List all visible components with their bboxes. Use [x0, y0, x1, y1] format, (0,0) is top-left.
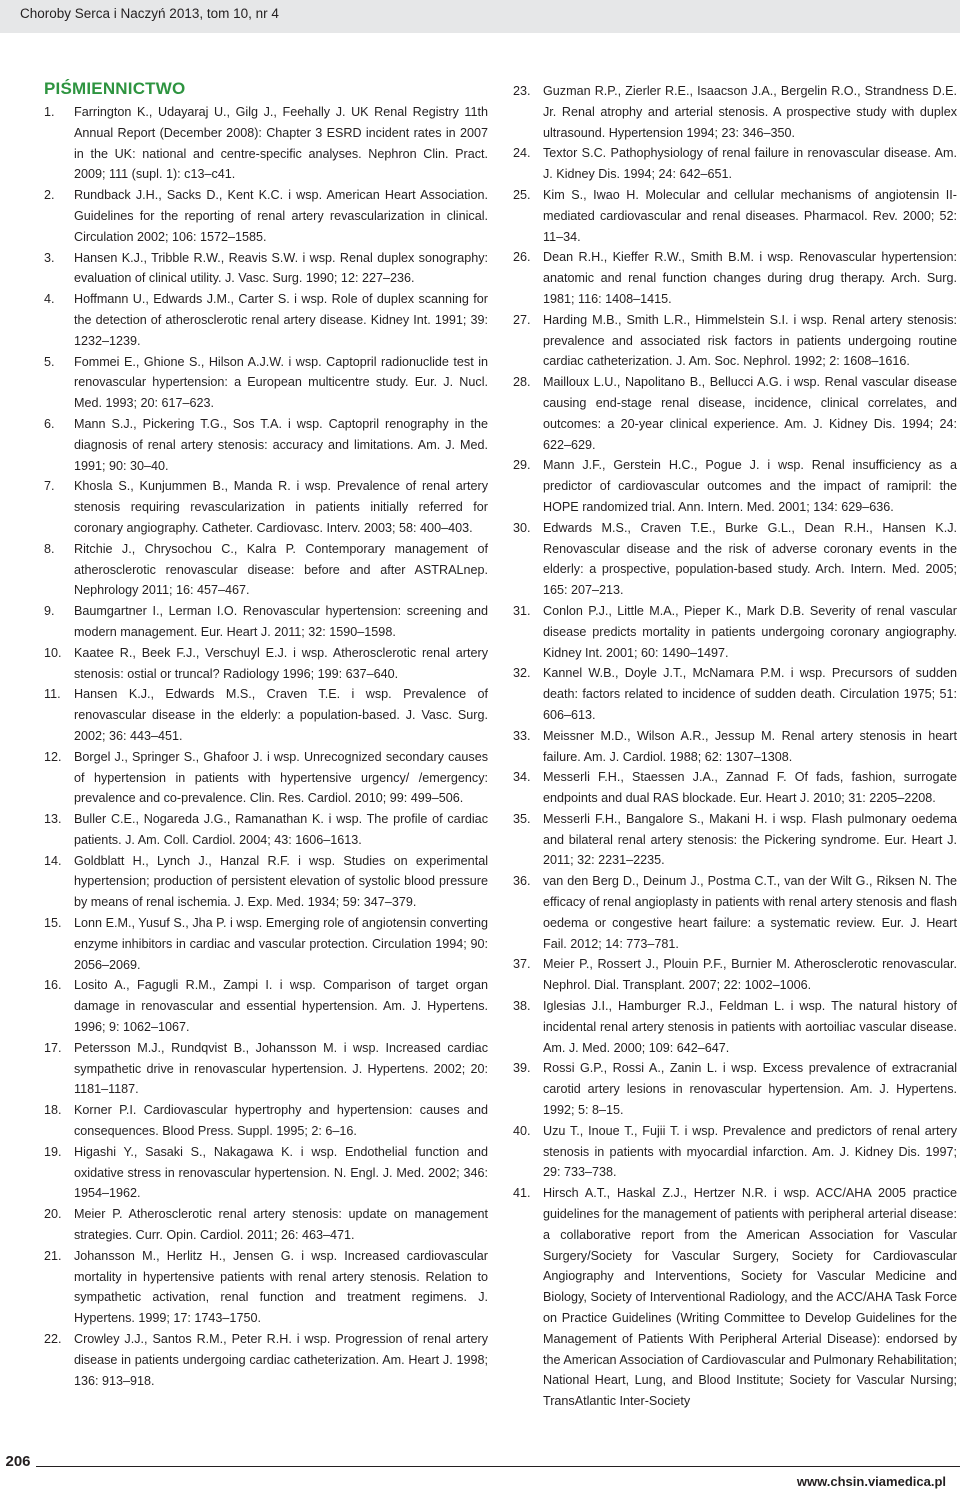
references-right-column — [513, 81, 957, 1412]
reference-number: 19. — [44, 1144, 62, 1159]
reference-number: 14. — [44, 853, 62, 868]
reference-text: Buller C.E., Nogareda J.G., Ramanathan K. i wsp. The profile of cardiac patients. J. Am. Coll. Cardiol. 2004; 43: 1606–1613. — [74, 812, 488, 847]
reference-text: Crowley J.J., Santos R.M., Peter R.H. i wsp. Progression of renal artery disease in patients undergoing cardiac catheterization. Am. Heart J. 1998; 136: 913–918. — [74, 1332, 488, 1388]
reference-text: Kim S., Iwao H. Molecular and cellular mechanisms of angiotensin II-mediated cardiovascular and renal diseases. Pharmacol. Rev. 2000; 52: 11–34. — [543, 187, 957, 244]
reference-text: Edwards M.S., Craven T.E., Burke G.L., Dean R.H., Hansen K.J. Renovascular disease and the risk of adverse coronary events in the elderly: a prospective, population-based study. Arch. Intern. Med. 2005; 165: 207–213. — [543, 520, 957, 598]
reference-text: Ritchie J., Chrysochou C., Kalra P. Contemporary management of atherosclerotic renovascular disease: before and after ASTRALnep. Nephrology 2011; 16: 457–467. — [74, 541, 488, 598]
reference-number: 25. — [513, 187, 531, 202]
reference-text: Meier P., Rossert J., Plouin P.F., Burnier M. Atherosclerotic renovascular. Nephrol. Dial. Transplant. 2007; 22: 1002–1006. — [543, 957, 957, 993]
reference-number: 1. — [44, 105, 55, 119]
reference-item — [44, 248, 488, 290]
reference-text: Rundback J.H., Sacks D., Kent K.C. i wsp. American Heart Association. Guidelines for the reporting of renal artery revascularization in clinical. Circulation 2002; 106: 1572–1585. — [74, 188, 488, 244]
reference-number: 21. — [44, 1248, 62, 1263]
reference-item — [513, 1183, 957, 1412]
reference-number: 10. — [44, 645, 62, 660]
reference-text: Kannel W.B., Doyle J.T., McNamara P.M. i wsp. Precursors of sudden death: factors related to incidence of sudden death. Circulation 1975; 51: 606–613. — [543, 666, 957, 722]
reference-item — [44, 414, 488, 476]
references-left-column — [44, 102, 488, 1391]
reference-text: Kaatee R., Beek F.J., Verschuyl E.J. i wsp. Atherosclerotic renal artery stenosis: ostial or truncal? Radiology 1996; 199: 637–640. — [74, 645, 488, 681]
reference-item — [44, 809, 488, 851]
reference-number: 13. — [44, 812, 62, 827]
reference-text: Uzu T., Inoue T., Fujii T. i wsp. Prevalence and predictors of renal artery stenosis in patients with myocardial infarction. Am. J. Kidney Dis. 1997; 29: 733–738. — [543, 1123, 957, 1180]
reference-item — [513, 809, 957, 871]
reference-item — [44, 913, 488, 975]
reference-text: Guzman R.P., Zierler R.E., Isaacson J.A., Bergelin R.O., Strandness D.E. Jr. Renal atrophy and arterial stenosis. A prospective study with duplex ultrasound. Hypertension 1994; 23: 346–350. — [543, 84, 957, 140]
reference-item — [44, 1100, 488, 1142]
reference-text: Rossi G.P., Rossi A., Zanin L. i wsp. Excess prevalence of extracranial carotid artery lesions in renovascular hypertension. Am. J. Hypertens. 1992; 5: 8–15. — [543, 1061, 957, 1118]
reference-item — [513, 81, 957, 143]
reference-number: 34. — [513, 770, 531, 785]
reference-text: Meier P. Atherosclerotic renal artery stenosis: update on management strategies. Curr. Opin. Cardiol. 2011; 26: 463–471. — [74, 1207, 488, 1243]
reference-number: 31. — [513, 603, 531, 618]
reference-text: Hansen K.J., Edwards M.S., Craven T.E. i wsp. Prevalence of renovascular disease in the elderly: a population-based. J. Vasc. Surg. 2002; 36: 443–451. — [74, 687, 488, 743]
reference-item — [513, 663, 957, 725]
reference-number: 33. — [513, 728, 531, 743]
reference-number: 16. — [44, 978, 62, 993]
reference-item — [513, 247, 957, 309]
references-heading: PIŚMIENNICTWO — [44, 79, 186, 98]
reference-number: 2. — [44, 188, 55, 203]
reference-number: 7. — [44, 479, 55, 494]
reference-item — [44, 975, 488, 1037]
reference-text: Mann J.F., Gerstein H.C., Pogue J. i wsp. Renal insufficiency as a predictor of cardiovascular outcomes and the impact of ramipril: the HOPE randomized trial. Ann. Intern. Med. 2001; 134: 629–636. — [543, 458, 957, 514]
reference-text: Korner P.I. Cardiovascular hypertrophy and hypertension: causes and consequences. Blood Press. Suppl. 1995; 2: 6–16. — [74, 1103, 488, 1139]
reference-number: 36. — [513, 874, 531, 889]
reference-item — [44, 289, 488, 351]
reference-item — [513, 185, 957, 247]
reference-item — [44, 185, 488, 247]
journal-header-bar — [0, 0, 960, 33]
reference-item — [44, 601, 488, 643]
reference-text: Farrington K., Udayaraj U., Gilg J., Feehally J. UK Renal Registry 11th Annual Report (December 2008): Chapter 3 ESRD incident rates in 2007 in the UK: national and centre-specific analyses. Nephron Clin. Pract. 2009; 111 (supl. 1): c13–c41. — [74, 105, 488, 182]
reference-number: 6. — [44, 416, 55, 431]
reference-item — [44, 747, 488, 809]
reference-item — [44, 102, 488, 185]
reference-number: 28. — [513, 375, 531, 390]
reference-item — [44, 352, 488, 414]
reference-text: Textor S.C. Pathophysiology of renal failure in renovascular disease. Am. J. Kidney Dis. 1994; 24: 642–651. — [543, 146, 957, 182]
reference-text: Meissner M.D., Wilson A.R., Jessup M. Renal artery stenosis in heart failure. Am. J. Cardiol. 1988; 62: 1307–1308. — [543, 728, 957, 764]
reference-number: 9. — [44, 604, 55, 619]
reference-text: Lonn E.M., Yusuf S., Jha P. i wsp. Emerging role of angiotensin converting enzyme inhibitors in cardiac and vascular protection. Circulation 1994; 90: 2056–2069. — [74, 916, 488, 972]
reference-item — [513, 601, 957, 663]
journal-url: www.chsin.viamedica.pl — [796, 1474, 946, 1489]
reference-text: Petersson M.J., Rundqvist B., Johansson M. i wsp. Increased cardiac sympathetic drive in renovascular hypertension. J. Hypertens. 2002; 20: 1181–1187. — [74, 1040, 488, 1097]
journal-title: Choroby Serca i Naczyń 2013, tom 10, nr 4 — [20, 6, 279, 21]
reference-item — [513, 726, 957, 768]
reference-text: Higashi Y., Sasaki S., Nakagawa K. i wsp. Endothelial function and oxidative stress in renovascular hypertension. N. Engl. J. Med. 2002; 346: 1954–1962. — [74, 1144, 488, 1201]
reference-number: 12. — [44, 749, 62, 764]
reference-number: 22. — [44, 1332, 62, 1347]
reference-number: 27. — [513, 312, 531, 327]
reference-number: 4. — [44, 292, 55, 307]
reference-text: Hansen K.J., Tribble R.W., Reavis S.W. i wsp. Renal duplex sonography: evaluation of clinical utility. J. Vasc. Surg. 1990; 12: 227–236. — [74, 250, 488, 286]
reference-number: 30. — [513, 520, 531, 535]
reference-text: Hirsch A.T., Haskal Z.J., Hertzer N.R. i wsp. ACC/AHA 2005 practice guidelines for the management of patients with peripheral arterial disease: a collaborative report from the American Association for Vascular Surgery/Society for Vascular Surgery, Society for Cardiovascular Angiography and Interventions, Society for Vascular Medicine and Biology, Society of Interventional Radiology, and the ACC/AHA Task Force on Practice Guidelines (Writing Committee to Develop Guidelines for the Management of Patients With Peripheral Arterial Disease): endorsed by the American Association of Cardiovascular and Pulmonary Rehabilitation; National Heart, Lung, and Blood Institute; Society for Vascular Nursing; TransAtlantic Inter-Society — [543, 1186, 957, 1409]
reference-item — [44, 476, 488, 538]
reference-item — [44, 851, 488, 913]
reference-text: Goldblatt H., Lynch J., Hanzal R.F. i wsp. Studies on experimental hypertension; production of persistent elevation of systolic blood pressure by means of renal ischemia. J. Exp. Med. 1934; 59: 347–379. — [74, 853, 488, 910]
reference-text: Losito A., Fagugli R.M., Zampi I. i wsp. Comparison of target organ damage in renovascular and essential hypertension. Am. J. Hypertens. 1996; 9: 1062–1067. — [74, 978, 488, 1035]
reference-text: Hoffmann U., Edwards J.M., Carter S. i wsp. Role of duplex scanning for the detection of atherosclerotic renal artery disease. Kidney Int. 1991; 39: 1232–1239. — [74, 292, 488, 348]
reference-text: Fommei E., Ghione S., Hilson A.J.W. i wsp. Captopril radionuclide test in renovascular hypertension: a European multicentre study. Eur. J. Nucl. Med. 1993; 20: 617–623. — [74, 354, 488, 411]
reference-item — [44, 1038, 488, 1100]
reference-item — [513, 372, 957, 455]
reference-text: Harding M.B., Smith L.R., Himmelstein S.I. i wsp. Renal artery stenosis: prevalence and associated risk factors in patients undergoing routine cardiac catheterization. J. Am. Soc. Nephrol. 1992; 2: 1608–1616. — [543, 312, 957, 369]
footer-rule — [36, 1466, 960, 1467]
reference-item — [513, 143, 957, 185]
reference-item — [44, 1142, 488, 1204]
reference-number: 35. — [513, 811, 531, 826]
reference-item — [513, 767, 957, 809]
reference-text: Mann S.J., Pickering T.G., Sos T.A. i wsp. Captopril renography in the diagnosis of renal artery stenosis: accuracy and limitations. Am. J. Med. 1991; 90: 30–40. — [74, 416, 488, 473]
reference-item — [513, 996, 957, 1058]
reference-number: 38. — [513, 999, 531, 1014]
reference-number: 24. — [513, 146, 531, 161]
reference-number: 17. — [44, 1040, 62, 1055]
reference-number: 32. — [513, 666, 531, 681]
reference-text: Dean R.H., Kieffer R.W., Smith B.M. i wsp. Renovascular hypertension: anatomic and renal function changes during drug therapy. Arch. Surg. 1981; 116: 1408–1415. — [543, 250, 957, 306]
page-number: 206 — [5, 1453, 31, 1470]
reference-item — [44, 1246, 488, 1329]
reference-item — [44, 539, 488, 601]
reference-number: 23. — [513, 84, 531, 98]
reference-item — [44, 643, 488, 685]
reference-text: Khosla S., Kunjummen B., Manda R. i wsp. Prevalence of renal artery stenosis requiring revascularization in patients initially referred for coronary angiography. Catheter. Cardiovasc. Interv. 2003; 58: 400–403. — [74, 479, 488, 535]
reference-item — [513, 871, 957, 954]
reference-item — [513, 310, 957, 372]
reference-item — [513, 1121, 957, 1183]
reference-number: 11. — [44, 687, 61, 702]
reference-text: Mailloux L.U., Napolitano B., Bellucci A.G. i wsp. Renal vascular disease causing end-stage renal disease, incidence, clinical correlates, and outcomes: a 20-year clinical experience. Am. J. Kidney Dis. 1994; 24: 622–629. — [543, 375, 957, 452]
reference-text: Conlon P.J., Little M.A., Pieper K., Mark D.B. Severity of renal vascular disease predicts mortality in patients undergoing coronary angiography. Kidney Int. 2001; 60: 1490–1497. — [543, 603, 957, 660]
reference-item — [513, 954, 957, 996]
reference-item — [44, 684, 488, 746]
reference-number: 18. — [44, 1103, 62, 1118]
reference-item — [44, 1204, 488, 1246]
reference-text: Baumgartner I., Lerman I.O. Renovascular hypertension: screening and modern management. Eur. Heart J. 2011; 32: 1590–1598. — [74, 604, 488, 639]
reference-text: Borgel J., Springer S., Ghafoor J. i wsp. Unrecognized secondary causes of hypertension in patients with hypertensive urgency/ /emergency: prevalence and co-prevalence. Clin. Res. Cardiol. 2010; 99: 499–506. — [74, 749, 488, 806]
reference-text: Johansson M., Herlitz H., Jensen G. i wsp. Increased cardiovascular mortality in hypertensive patients with renal artery stenosis. Relation to sympathetic activation, renal function and treatment regimens. J. Hypertens. 1999; 17: 1743–1750. — [74, 1248, 488, 1326]
reference-number: 5. — [44, 354, 55, 369]
reference-number: 37. — [513, 957, 531, 972]
reference-text: van den Berg D., Deinum J., Postma C.T., van der Wilt G., Riksen N. The efficacy of renal angioplasty in patients with renal artery stenosis and flash oedema or congestive heart failure: a systematic review. Eur. J. Heart Fail. 2012; 14: 773–781. — [543, 874, 957, 951]
reference-number: 20. — [44, 1207, 62, 1222]
reference-text: Messerli F.H., Staessen J.A., Zannad F. Of fads, fashion, surrogate endpoints and dual RAS blockade. Eur. Heart J. 2010; 31: 2205–2208. — [543, 770, 957, 806]
reference-item — [44, 1329, 488, 1391]
reference-number: 3. — [44, 250, 55, 265]
reference-text: Iglesias J.I., Hamburger R.J., Feldman L. i wsp. The natural history of incidental renal artery stenosis in patients with aortoiliac vascular disease. Am. J. Med. 2000; 109: 642–647. — [543, 999, 957, 1055]
reference-item — [513, 1058, 957, 1120]
reference-number: 8. — [44, 541, 55, 556]
reference-item — [513, 518, 957, 601]
reference-text: Messerli F.H., Bangalore S., Makani H. i wsp. Flash pulmonary oedema and bilateral renal artery stenosis: the Pickering syndrome. Eur. Heart J. 2011; 32: 2231–2235. — [543, 811, 957, 868]
reference-item — [513, 455, 957, 517]
reference-number: 26. — [513, 250, 531, 265]
reference-number: 29. — [513, 458, 531, 473]
reference-number: 41. — [513, 1186, 531, 1201]
reference-number: 39. — [513, 1061, 531, 1076]
reference-number: 15. — [44, 916, 62, 931]
reference-number: 40. — [513, 1123, 531, 1138]
